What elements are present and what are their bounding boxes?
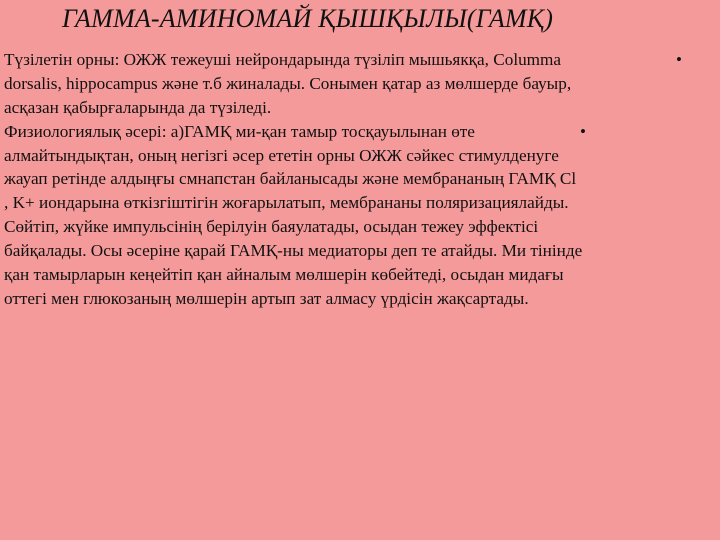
body-line-2: dorsalis, hippocampus және т.б жиналады. Сонымен қатар аз мөлшерде бауыр, [4,73,572,93]
bullet-icon: • [580,121,586,141]
body-line-7: , K+ иондарына өткізгіштігін жоғарылатып, мембрананы поляризациялайды. [4,193,569,213]
body-line-3: асқазан қабырғаларында да түзіледі. [4,97,272,117]
body-line-1 [4,48,716,72]
slide-title: ГАММА-АМИНОМАЙ ҚЫШҚЫЛЫ(ГАМҚ) [62,4,554,33]
body-line-5: алмайтындықтан, оның негізгі әсер ететін орны ОЖЖ сәйкес стимулденуге [4,145,559,165]
body-line-8: Сөйтіп, жүйке импульсінің берілуін баяулатады, осыдан тежеу эффектісі [4,217,539,237]
body-line-11: оттегі мен глюкозаның мөлшерін артып зат алмасу үрдісін жақсартады. [4,288,529,308]
body-line-9: байқалады. Осы әсеріне қарай ГАМҚ-ны медиаторы деп те атайды. Ми тінінде [4,241,583,261]
slide-body [4,48,716,311]
body-line-6: жауап ретінде алдыңғы смнапстан байланысады және мембрананың ГАМҚ Cl [4,169,577,189]
body-line-4-text: Физиологиялық әсері: а)ГАМҚ ми-қан тамыр тосқауылынан өте [4,121,475,141]
body-line-1-text: Түзілетін орны: ОЖЖ тежеуші нейрондарында түзіліп мышьякқа, Columma [4,50,562,69]
body-line-10: қан тамырларын кеңейтіп қан айналым мөлшерін көбейтеді, осыдан мидағы [4,265,564,285]
bullet-icon: • [676,50,682,69]
body-line-4 [4,120,716,144]
